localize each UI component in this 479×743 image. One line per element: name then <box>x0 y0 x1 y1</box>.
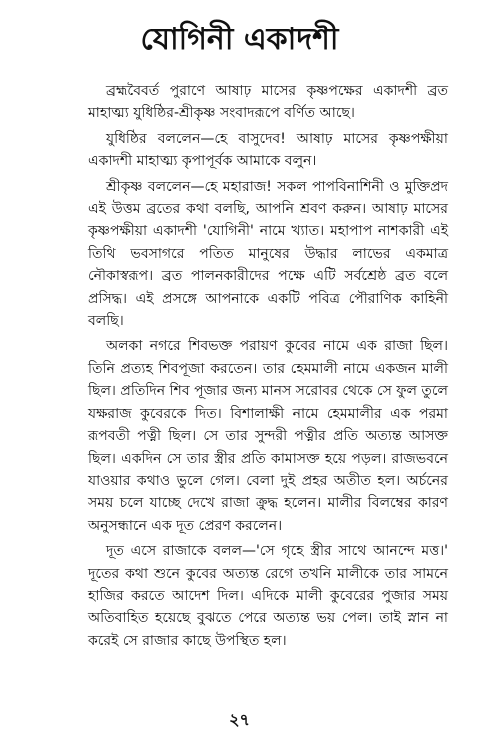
paragraph: যুধিষ্ঠির বললেন—হে বাসুদেব! আষাঢ় মাসের কৃষ্ণপক্ষীয়া একাদশী মাহাত্ম্য কৃপাপূর্বক আমাকে বলুন। <box>88 130 448 170</box>
body-text <box>88 80 448 655</box>
paragraph: অলকা নগরে শিবভক্ত পরায়ণ কুবের নামে এক রাজা ছিল। তিনি প্রত্যহ শিবপূজা করতেন। তার হেমমালী নামে একজন মালী ছিল। প্রতিদিন শিব পূজার জন্য মানস সরোবর থেকে সে ফুল তুলে যক্ষরাজ কুবেরকে দিত। বিশালাক্ষী নামে হেমমালীর এক পরমা রূপবতী পত্নী ছিল। সে তার সুন্দরী পত্নীর প্রতি অত্যন্ত আসক্ত ছিল। একদিন সে তার স্ত্রীর প্রতি কামাসক্ত হয়ে পড়ল। রাজভবনে যাওয়ার কথাও ভুলে গেল। বেলা দুই প্রহর অতীত হল। অর্চনের সময় চলে যাচ্ছে দেখে রাজা ক্রুদ্ধ হলেন। মালীর বিলম্বের কারণ অনুসন্ধানে এক দূত প্রেরণ করলেন। <box>88 338 448 534</box>
paragraph: শ্রীকৃষ্ণ বললেন—হে মহারাজ! সকল পাপবিনাশিনী ও মুক্তিপ্রদ এই উত্তম ব্রতের কথা বলছি, আপনি শ্রবণ করুন। আষাঢ় মাসের কৃষ্ণপক্ষীয়া একাদশী 'যোগিনী' নামে খ্যাত। মহাপাপ নাশকারী এই তিথি ভবসাগরে পতিত মানুষের উদ্ধার লাভের একমাত্র নৌকাস্বরূপ। ব্রত পালনকারীদের পক্ষে এটি সর্বশ্রেষ্ঠ ব্রত বলে প্রসিদ্ধ। এই প্রসঙ্গে আপনাকে একটি পবিত্র পৌরাণিক কাহিনী বলছি। <box>88 178 448 330</box>
paragraph: ব্রহ্মবৈবর্ত পুরাণে আষাঢ় মাসের কৃষ্ণপক্ষের একাদশী ব্রত মাহাত্ম্য যুধিষ্ঠির-শ্রীকৃষ্ণ সংবাদরূপে বর্ণিত আছে। <box>88 83 448 122</box>
page-number: ২৭ <box>229 710 250 729</box>
paragraph: দূত এসে রাজাকে বলল—'সে গৃহে স্ত্রীর সাথে আনন্দে মত্ত।' দূতের কথা শুনে কুবের অত্যন্ত রেগে তখনি মালীকে তার সামনে হাজির করতে আদেশ দিল। এদিকে মালী কুবেরের পুজার সময় অতিবাহিত হয়েছে বুঝতে পেরে অত্যন্ত ভয় পেল। তাই স্নান না করেই সে রাজার কাছে উপস্থিত হল। <box>88 543 448 649</box>
page-title: যোগিনী একাদশী <box>140 22 339 57</box>
